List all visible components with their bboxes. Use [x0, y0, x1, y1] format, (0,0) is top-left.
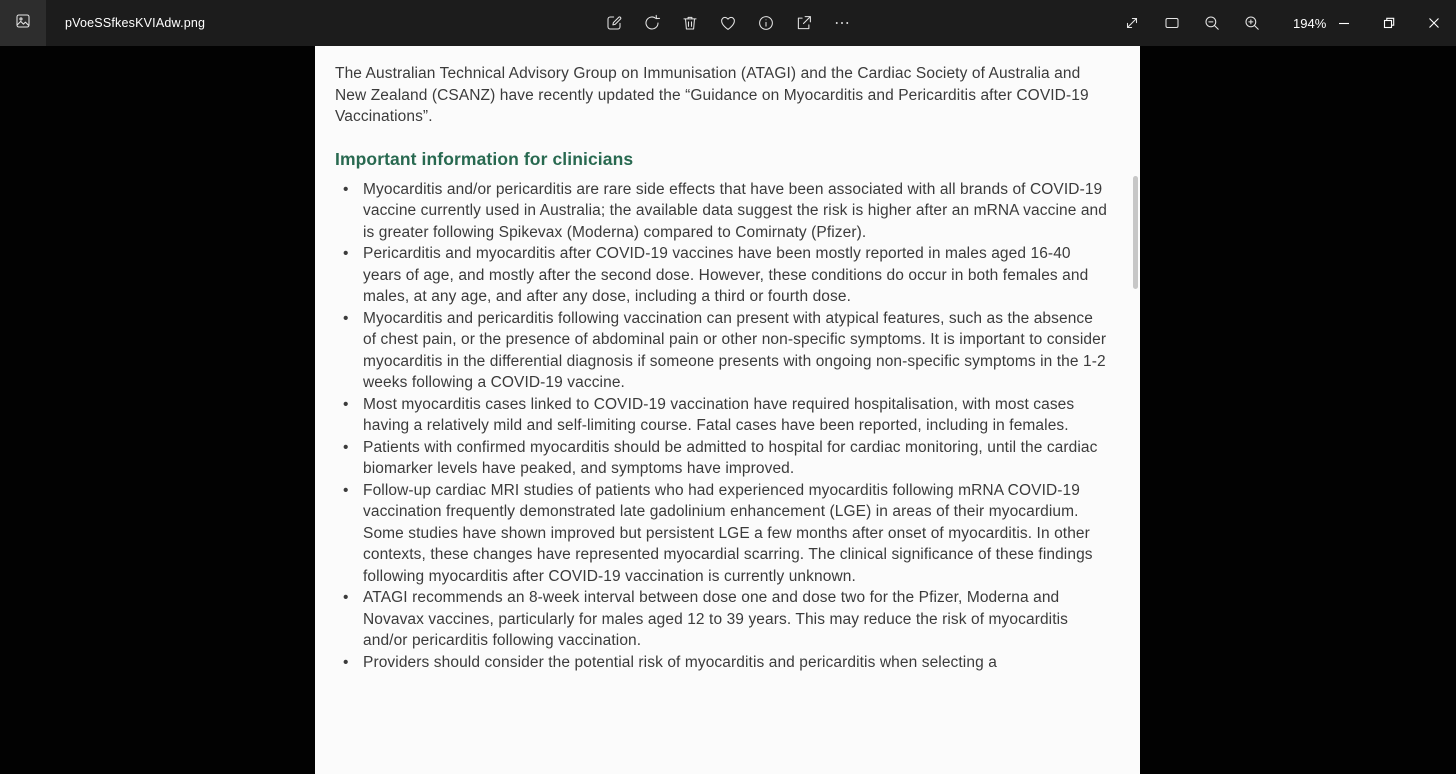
zoom-in-icon [1243, 14, 1261, 32]
bullet-item: • Follow-up cardiac MRI studies of patients who had experienced myocarditis following mRNA COVID-19 vaccination frequently demonstrated late gadolinium enhancement (LGE) in areas of their myocardium. Some studies have shown improved but persistent LGE a few months after onset of myocarditis. In other contexts, these changes have represented myocardial scarring. The clinical significance of these findings following myocarditis after COVID-19 vaccination is currently unknown. [363, 480, 1110, 588]
fit-to-window-icon [1163, 14, 1181, 32]
fit-to-window-button[interactable] [1157, 8, 1187, 38]
document-image[interactable] [315, 46, 1140, 774]
rotate-icon [643, 14, 661, 32]
zoom-out-button[interactable] [1197, 8, 1227, 38]
titlebar [0, 0, 1456, 46]
window-controls [1321, 0, 1456, 46]
bullet-list [335, 179, 1110, 674]
favorite-button[interactable] [713, 8, 743, 38]
delete-icon [681, 14, 699, 32]
filename-label: pVoeSSfkesKVIAdw.png [65, 16, 206, 30]
more-button[interactable] [827, 8, 857, 38]
close-icon [1427, 16, 1441, 30]
app-gallery-button[interactable] [0, 0, 46, 46]
minimize-icon [1337, 16, 1351, 30]
viewer-canvas [0, 46, 1456, 774]
bullet-item: • Myocarditis and pericarditis following vaccination can present with atypical features, such as the absence of chest pain, or the presence of abdominal pain or other non-specific symptoms. It is important to consider myocarditis in the differential diagnosis if someone presents with ongoing non-specific symptoms in the 1-2 weeks following a COVID-19 vaccine. [363, 308, 1110, 394]
fullscreen-icon [1123, 14, 1141, 32]
toolbar-center [599, 0, 857, 46]
delete-button[interactable] [675, 8, 705, 38]
fullscreen-button[interactable] [1117, 8, 1147, 38]
intro-paragraph: The Australian Technical Advisory Group on Immunisation (ATAGI) and the Cardiac Society of Australia and New Zealand (CSANZ) have recently updated the “Guidance on Myocarditis and Pericarditis after COVID-19 Vaccinations”. [335, 65, 1089, 125]
edit-image-button[interactable] [599, 8, 629, 38]
bullet-item: • Most myocarditis cases linked to COVID-19 vaccination have required hospitalisation, with most cases having a relatively mild and self-limiting course. Fatal cases have been reported, including in females. [363, 394, 1110, 437]
more-ellipsis-icon [833, 14, 851, 32]
rotate-button[interactable] [637, 8, 667, 38]
bullet-item: • Pericarditis and myocarditis after COVID-19 vaccines have been mostly reported in males aged 16-40 years of age, and mostly after the second dose. However, these conditions do occur in both females and males, at any age, and after any dose, including a third or fourth dose. [363, 243, 1110, 308]
document-content [315, 63, 1140, 673]
restore-button[interactable] [1366, 0, 1411, 46]
section-heading: Important information for clinicians [335, 148, 634, 169]
heart-icon [719, 14, 737, 32]
bullet-item: • Patients with confirmed myocarditis should be admitted to hospital for cardiac monitoring, until the cardiac biomarker levels have peaked, and symptoms have improved. [363, 437, 1110, 480]
info-icon [757, 14, 775, 32]
share-button[interactable] [789, 8, 819, 38]
minimize-button[interactable] [1321, 0, 1366, 46]
info-button[interactable] [751, 8, 781, 38]
restore-icon [1382, 16, 1396, 30]
bullet-item: • Myocarditis and/or pericarditis are rare side effects that have been associated with all brands of COVID-19 vaccine currently used in Australia; the available data suggest the risk is higher after an mRNA vaccine and is greater following Spikevax (Moderna) compared to Comirnaty (Pfizer). [363, 179, 1110, 244]
gallery-icon [14, 12, 32, 35]
bullet-item: • ATAGI recommends an 8-week interval between dose one and dose two for the Pfizer, Moderna and Novavax vaccines, particularly for males aged 12 to 39 years. This may reduce the risk of myocarditis and/or pericarditis following vaccination. [363, 587, 1110, 652]
toolbar-right [1117, 0, 1330, 46]
close-button[interactable] [1411, 0, 1456, 46]
edit-image-icon [605, 14, 623, 32]
zoom-out-icon [1203, 14, 1221, 32]
share-icon [795, 14, 813, 32]
scrollbar-thumb [1133, 176, 1138, 289]
bullet-item: • Providers should consider the potential risk of myocarditis and pericarditis when selecting a [363, 652, 1110, 674]
zoom-level-button[interactable]: 194% [1289, 16, 1330, 31]
zoom-in-button[interactable] [1237, 8, 1267, 38]
